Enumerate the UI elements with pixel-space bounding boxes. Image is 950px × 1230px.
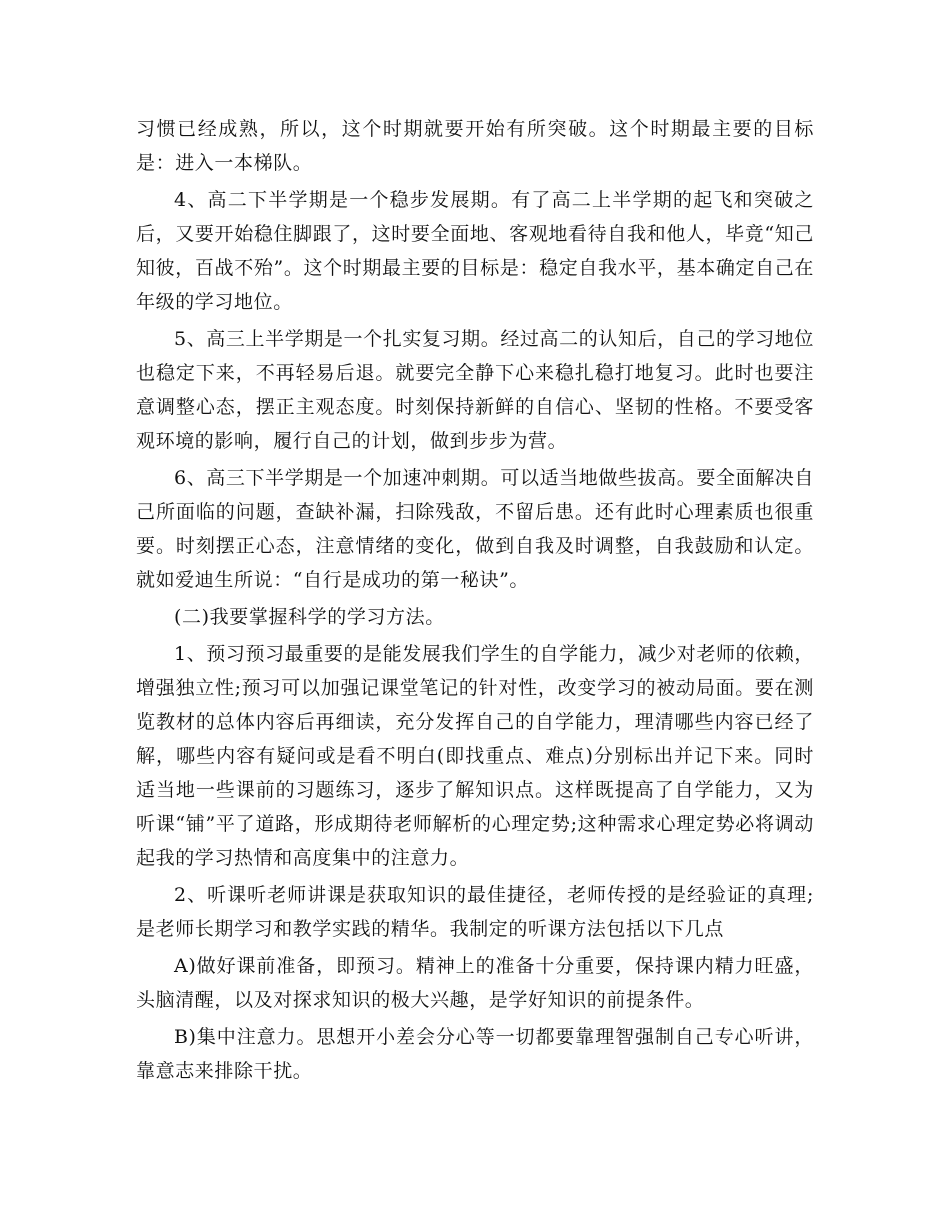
paragraph-listening: 2、听课听老师讲课是获取知识的最佳捷径，老师传授的是经验证的真理;是老师长期学习和教学实践的精华。我制定的听课方法包括以下几点 [136, 884, 814, 940]
paragraph-preparation: A)做好课前准备，即预习。精神上的准备十分重要，保持课内精力旺盛，头脑清醒，以及对探求知识的极大兴趣，是学好知识的前提条件。 [136, 955, 814, 1011]
paragraph-goal-first-tier: 习惯已经成熟，所以，这个时期就要开始有所突破。这个时期最主要的目标是：进入一本梯队。 [136, 118, 814, 174]
document-body [136, 112, 814, 1091]
paragraph-grade11-second-half: 4、高二下半学期是一个稳步发展期。有了高二上半学期的起飞和突破之后，又要开始稳住脚跟了，这时要全面地、客观地看待自我和他人，毕竟“知己知彼，百战不殆”。这个时期最主要的目标是：稳定自我水平，基本确定自己在年级的学习地位。 [136, 189, 814, 313]
paragraph-grade12-first-half: 5、高三上半学期是一个扎实复习期。经过高二的认知后，自己的学习地位也稳定下来，不再轻易后退。就要完全静下心来稳扎稳打地复习。此时也要注意调整心态，摆正主观态度。时刻保持新鲜的自信心、坚韧的性格。不要受客观环境的影响，履行自己的计划，做到步步为营。 [136, 328, 814, 452]
paragraph-focus: B)集中注意力。思想开小差会分心等一切都要靠理智强制自己专心听讲，靠意志来排除干扰。 [136, 1026, 814, 1082]
section-heading-study-methods: (二)我要掌握科学的学习方法。 [174, 606, 445, 628]
paragraph-grade12-second-half: 6、高三下半学期是一个加速冲刺期。可以适当地做些拔高。要全面解决自己所面临的问题，查缺补漏，扫除残敌，不留后患。还有此时心理素质也很重要。时刻摆正心态，注意情绪的变化，做到自我及时调整，自我鼓励和认定。就如爱迪生所说：“自行是成功的第一秘诀”。 [136, 467, 814, 591]
paragraph-preview: 1、预习预习最重要的是能发展我们学生的自学能力，减少对老师的依赖，增强独立性;预习可以加强记课堂笔记的针对性，改变学习的被动局面。要在测览教材的总体内容后再细读，充分发挥自己的自学能力，理清哪些内容已经了解，哪些内容有疑问或是看不明白(即找重点、难点)分别标出并记下来。同时适当地一些课前的习题练习，逐步了解知识点。这样既提高了自学能力，又为听课“铺”平了道路，形成期待老师解析的心理定势;这种需求心理定势必将调动起我的学习热情和高度集中的注意力。 [136, 643, 814, 869]
